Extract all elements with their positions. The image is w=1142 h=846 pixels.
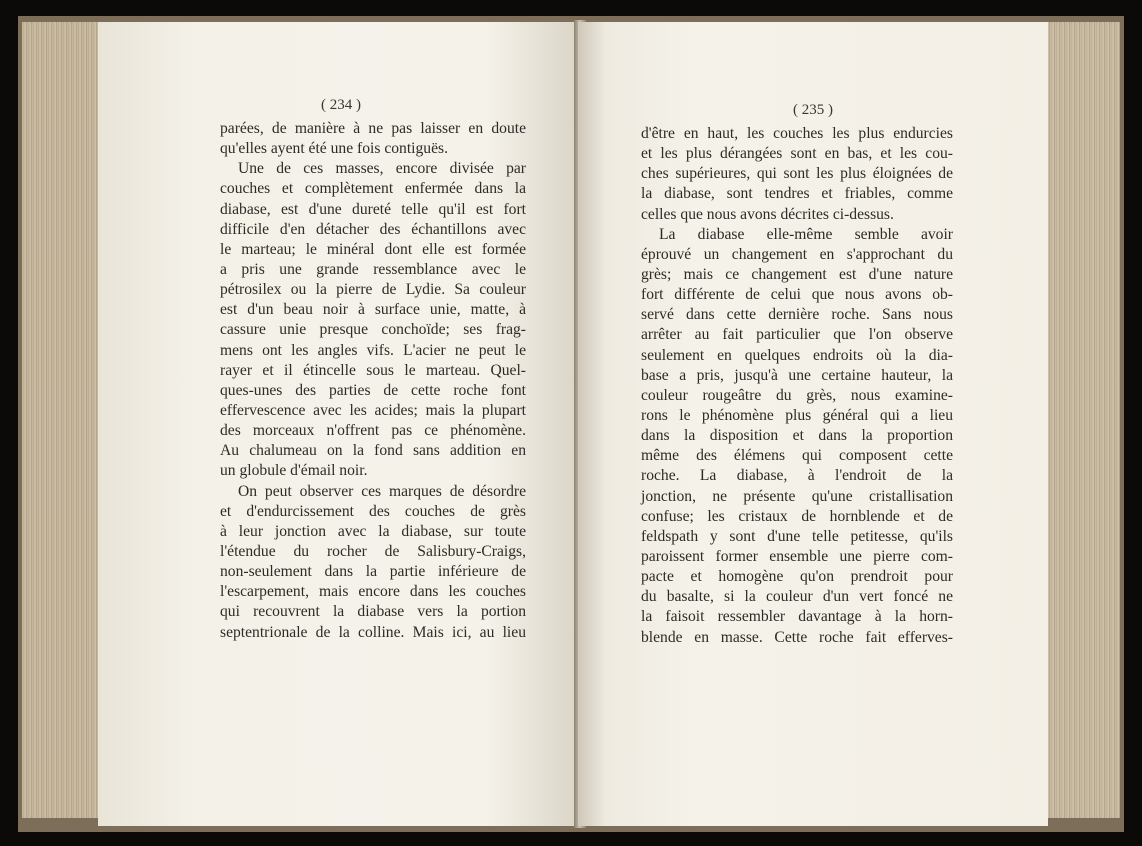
- text-line: base a pris, jusqu'à une certaine hauteur, la: [641, 366, 953, 384]
- text-line: pétrosilex ou la pierre de Lydie. Sa couleur: [220, 281, 526, 299]
- text-line: éprouvé un changement en s'approchant du: [641, 245, 953, 263]
- text-line: arrêter au fait particulier que l'on observe: [641, 326, 953, 344]
- text-line: la diabase, sont tendres et friables, comme: [641, 185, 953, 203]
- text-line: qui recouvrent la diabase vers la portion: [220, 603, 526, 621]
- text-line: un globule d'émail noir.: [220, 462, 368, 480]
- text-line: des morceaux n'offrent pas ce phénomène.: [220, 422, 526, 440]
- text-line: servé dans cette dernière roche. Sans nous: [641, 306, 953, 324]
- text-line: difficile d'en détacher des échantillons avec: [220, 220, 526, 238]
- text-line: effervescence avec les acides; mais la plupart: [220, 401, 526, 419]
- text-line: et d'endurcissement des couches de grès: [220, 502, 526, 520]
- left-page: [98, 22, 584, 826]
- text-line: d'être en haut, les couches les plus endurcies: [641, 125, 953, 142]
- text-line: roche. La diabase, à l'endroit de la: [641, 467, 953, 485]
- text-line: confuse; les cristaux de hornblende et de: [641, 507, 953, 525]
- text-line: a pris une grande ressemblance avec le: [220, 260, 526, 278]
- text-line: septentrionale de la colline. Mais ici, au lieu: [220, 623, 526, 641]
- text-line: rayer et il étincelle sous le marteau. Quel-: [220, 361, 526, 379]
- text-line: diabase, est d'une dureté telle qu'il est fort: [220, 200, 526, 218]
- text-line: l'escarpement, mais encore dans les couches: [220, 583, 526, 601]
- text-line: rons le phénomène plus général qui a lieu: [641, 406, 953, 424]
- text-line: mens ont les angles vifs. L'acier ne peut le: [220, 341, 526, 359]
- text-line: celles que nous avons décrites ci-dessus.: [641, 205, 894, 223]
- page-text: [641, 124, 953, 648]
- text-line: même des élémens qui composent cette: [641, 447, 953, 465]
- text-line: à leur jonction avec la diabase, sur toute: [220, 522, 526, 540]
- text-line: qu'elles ayent été une fois contiguës.: [220, 140, 448, 158]
- text-line: La diabase elle-même semble avoir: [659, 225, 953, 243]
- text-line: parées, de manière à ne pas laisser en doute: [220, 120, 526, 137]
- text-line: du basalte, si la couleur d'un vert foncé ne: [641, 588, 953, 606]
- text-line: non-seulement dans la partie inférieure de: [220, 563, 526, 581]
- text-line: couches et complètement enfermée dans la: [220, 180, 526, 198]
- text-line: feldspath y sont d'une telle petitesse, qu'ils: [641, 527, 953, 545]
- text-line: dans la disposition et dans la proportion: [641, 427, 953, 445]
- text-line: Une de ces masses, encore divisée par: [238, 160, 526, 178]
- text-line: l'étendue du rocher de Salisbury-Craigs,: [220, 542, 526, 560]
- page-edges-right: [1040, 22, 1120, 818]
- text-line: paroissent former ensemble une pierre com-: [641, 547, 953, 565]
- text-line: jonction, ne présente qu'une cristallisation: [641, 487, 953, 505]
- text-line: grès; mais ce changement est d'une nature: [641, 265, 953, 283]
- text-line: ques-unes des parties de cette roche font: [220, 381, 526, 399]
- text-line: et les plus dérangées sont en bas, et les cou-: [641, 145, 953, 163]
- page-text: [220, 119, 526, 643]
- text-line: est d'un beau noir à surface unie, matte, à: [220, 301, 526, 319]
- text-line: On peut observer ces marques de désordre: [238, 482, 526, 500]
- page-number: ( 234 ): [321, 97, 361, 113]
- right-page: [578, 22, 1048, 826]
- text-line: couleur rougeâtre du grès, nous examine-: [641, 386, 953, 404]
- text-line: ches supérieures, qui sont les plus éloignées de: [641, 165, 953, 183]
- text-line: pacte et homogène qu'on prendroit pour: [641, 568, 953, 586]
- text-line: la faisoit ressembler davantage à la horn-: [641, 608, 953, 626]
- text-line: Au chalumeau on la fond sans addition en: [220, 442, 526, 460]
- page-number: ( 235 ): [793, 102, 833, 118]
- page-edges-left: [22, 22, 110, 818]
- text-line: fort différente de celui que nous avons ob-: [641, 286, 953, 304]
- text-line: seulement en quelques endroits où la dia-: [641, 346, 953, 364]
- text-line: blende en masse. Cette roche fait efferves-: [641, 628, 953, 646]
- text-line: cassure unie presque conchoïde; ses frag-: [220, 321, 526, 339]
- text-line: le marteau; le minéral dont elle est formée: [220, 240, 526, 258]
